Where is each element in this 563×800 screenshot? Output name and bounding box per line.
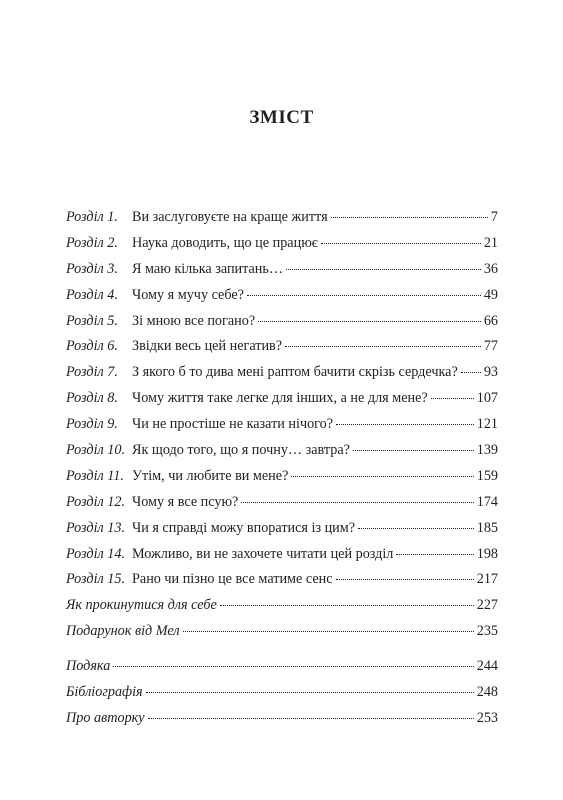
toc-entry[interactable] (66, 391, 498, 417)
entry-title: З якого б то дива мені раптом бачити скрізь сердечка? (132, 364, 458, 381)
entry-title: Чому я все псую? (132, 493, 239, 510)
entry-title: Бібліографія (66, 684, 143, 701)
dot-leader (336, 424, 474, 425)
entry-title: Чи не простіше не казати нічого? (132, 416, 334, 433)
toc-entry[interactable] (66, 598, 498, 624)
entry-title: Можливо, ви не захочете читати цей розділ (132, 545, 394, 562)
toc-entry[interactable] (66, 339, 498, 365)
chapter-label: Розділ 8. (66, 390, 118, 407)
chapter-label: Розділ 6. (66, 338, 118, 355)
chapter-label: Розділ 14. (66, 545, 125, 562)
entry-title: Наука доводить, що це працює (132, 234, 318, 251)
dot-leader (220, 605, 474, 606)
page-number: 93 (483, 364, 498, 381)
toc-entry[interactable] (66, 236, 498, 262)
dot-leader (291, 476, 473, 477)
chapter-label: Розділ 9. (66, 416, 118, 433)
entry-title: Чому життя таке легке для інших, а не для мене? (132, 390, 428, 407)
page-number: 36 (483, 260, 498, 277)
toc-entry[interactable] (66, 685, 498, 711)
page-number: 248 (476, 684, 498, 701)
dot-leader (148, 718, 474, 719)
page-number: 121 (476, 416, 498, 433)
dot-leader (113, 666, 473, 667)
entry-title: Рано чи пізно це все матиме сенс (132, 571, 333, 588)
page-number: 227 (476, 597, 498, 614)
dot-leader (183, 631, 474, 632)
toc-entry[interactable] (66, 572, 498, 598)
page-number: 185 (476, 519, 498, 536)
page-number: 198 (476, 545, 498, 562)
page-number: 235 (476, 623, 498, 640)
entry-title: Подарунок від Мел (66, 623, 180, 640)
entry-title: Ви заслуговуєте на краще життя (132, 209, 328, 225)
dot-leader (247, 295, 481, 296)
dot-leader (358, 528, 474, 529)
chapter-label: Розділ 4. (66, 286, 118, 303)
toc-entry[interactable] (66, 521, 498, 547)
dot-leader (146, 692, 474, 693)
page-number: 174 (476, 493, 498, 510)
dot-leader (431, 398, 474, 399)
toc-entry[interactable] (66, 469, 498, 495)
page-number: 107 (476, 390, 498, 407)
entry-title: Як щодо того, що я почну… завтра? (132, 442, 350, 459)
entry-title: Утім, чи любите ви мене? (132, 467, 289, 484)
dot-leader (285, 346, 481, 347)
page-title: ЗМІСТ (249, 107, 314, 128)
page-number: 159 (476, 467, 498, 484)
dot-leader (353, 450, 474, 451)
page-number: 244 (476, 658, 498, 675)
page-number: 7 (490, 209, 498, 225)
toc-entry[interactable] (66, 711, 498, 737)
page-number: 49 (483, 286, 498, 303)
chapter-label: Розділ 7. (66, 364, 118, 381)
toc-entry[interactable] (66, 659, 498, 685)
chapter-label: Розділ 13. (66, 519, 125, 536)
toc-entry[interactable] (66, 547, 498, 573)
entry-title: Чому я мучу себе? (132, 286, 244, 303)
page-number: 21 (483, 234, 498, 251)
dot-leader (321, 243, 481, 244)
chapter-label: Розділ 3. (66, 260, 118, 277)
dot-leader (336, 579, 474, 580)
chapter-label: Розділ 1. (66, 209, 118, 225)
dot-leader (241, 502, 473, 503)
dot-leader (461, 372, 481, 373)
entry-title: Про авторку (66, 709, 145, 726)
chapter-label: Розділ 15. (66, 571, 125, 588)
toc-entry[interactable] (66, 624, 498, 650)
entry-title: Зі мною все погано? (132, 312, 256, 329)
toc-entry[interactable] (66, 443, 498, 469)
toc-entry[interactable] (66, 210, 498, 236)
page-number: 253 (476, 709, 498, 726)
page-number: 66 (483, 312, 498, 329)
table-of-contents (66, 210, 498, 737)
dot-leader (286, 269, 481, 270)
entry-title: Як прокинутися для себе (66, 597, 217, 614)
page-number: 217 (476, 571, 498, 588)
dot-leader (396, 554, 473, 555)
chapter-label: Розділ 12. (66, 493, 125, 510)
toc-entry[interactable] (66, 288, 498, 314)
entry-title: Я маю кілька запитань… (132, 260, 284, 277)
chapter-label: Розділ 11. (66, 467, 124, 484)
chapter-label: Розділ 10. (66, 442, 125, 459)
chapter-label: Розділ 5. (66, 312, 118, 329)
entry-title: Чи я справді можу впоратися із цим? (132, 519, 356, 536)
dot-leader (331, 217, 488, 218)
entry-title: Подяка (66, 658, 111, 675)
toc-entry[interactable] (66, 495, 498, 521)
toc-entry[interactable] (66, 314, 498, 340)
entry-title: Звідки весь цей негатив? (132, 338, 283, 355)
page-number: 77 (483, 338, 498, 355)
toc-entry[interactable] (66, 262, 498, 288)
chapter-label: Розділ 2. (66, 234, 118, 251)
toc-entry[interactable] (66, 365, 498, 391)
toc-entry[interactable] (66, 417, 498, 443)
dot-leader (258, 321, 481, 322)
page-number: 139 (476, 442, 498, 459)
